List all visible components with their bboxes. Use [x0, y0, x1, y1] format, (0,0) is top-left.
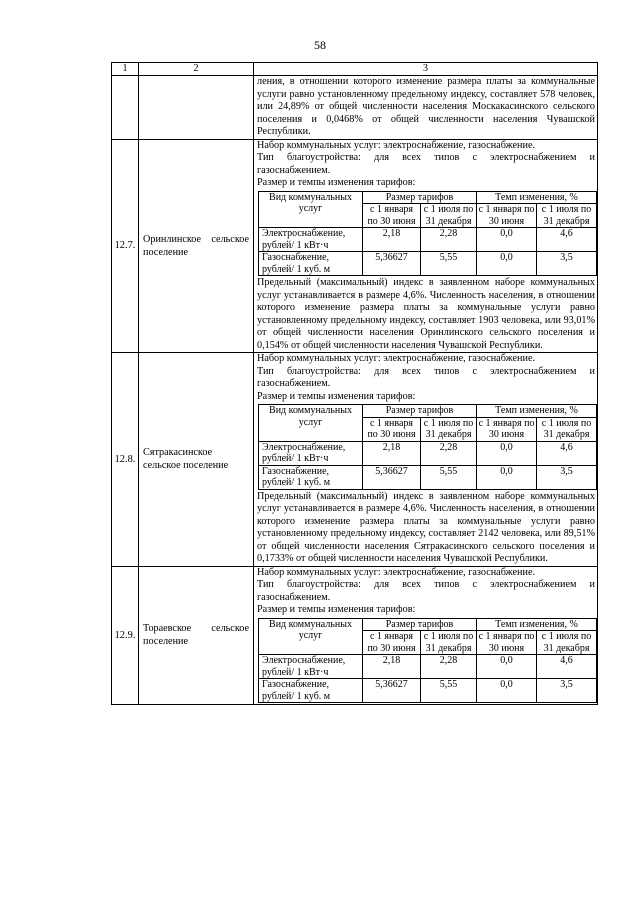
h-period-1: с 1 января по 30 июня — [363, 204, 421, 228]
header-col-3: 3 — [254, 63, 598, 76]
h-service: Вид коммунальных услуг — [259, 191, 363, 228]
tariff-value: 2,28 — [421, 441, 477, 465]
h-period-2: с 1 июля по 31 декабря — [421, 417, 477, 441]
settlement-name: Оринлинское сельское поселение — [139, 139, 254, 353]
h-period-2: с 1 июля по 31 декабря — [537, 204, 597, 228]
entry-row — [112, 566, 598, 705]
services-text: Набор коммунальных услуг: электроснабжение, газоснабжение. — [257, 566, 536, 578]
rate-value: 3,5 — [537, 465, 597, 489]
improvement-text: Тип благоустройства: для всех типов с электроснабжением и газоснабжением. — [257, 365, 595, 389]
entry-number: 12.9. — [112, 566, 139, 705]
footer-text: Предельный (максимальный) индекс в заявленном наборе коммунальных услуг устанавливается в размере 4,6%. Численность населения, в отношении которого изменение размера платы за коммунальные услуги равно установленному предельному индексу, составляет 2142 человека, или 89,51% от общей численности населения Сятракасинского сельского поселения и 0,1733% от общей численности населения Чувашской Республики. — [257, 490, 595, 564]
h-period-1: с 1 января по 30 июня — [363, 631, 421, 655]
footer-text: Предельный (максимальный) индекс в заявленном наборе коммунальных услуг устанавливается в размере 4,6%. Численность населения, в отношении которого изменение размера платы за коммунальные услуги равно установленному предельному индексу, составляет 1903 человека, или 93,01% от общей численности населения Оринлинского сельского поселения и 0,154% от общей численности населения Чувашской Республики. — [257, 277, 595, 351]
tariff-value: 2,18 — [363, 228, 421, 252]
tariff-table — [258, 618, 597, 704]
service-name: Электроснабжение, рублей/ 1 кВт·ч — [259, 228, 363, 252]
tariff-table — [258, 191, 597, 277]
rate-value: 0,0 — [477, 228, 537, 252]
rate-value: 4,6 — [537, 441, 597, 465]
h-size: Размер тарифов — [363, 191, 477, 204]
continuation-row — [112, 76, 598, 140]
h-rate: Темп изменения, % — [477, 405, 597, 418]
header-col-2: 2 — [139, 63, 254, 76]
rate-value: 0,0 — [477, 252, 537, 276]
tariff-value: 2,28 — [421, 228, 477, 252]
services-text: Набор коммунальных услуг: электроснабжение, газоснабжение. — [257, 139, 536, 151]
h-size: Размер тарифов — [363, 618, 477, 631]
h-size: Размер тарифов — [363, 405, 477, 418]
header-col-1: 1 — [112, 63, 139, 76]
tariff-value: 2,28 — [421, 655, 477, 679]
h-period-2: с 1 июля по 31 декабря — [537, 417, 597, 441]
settlement-name: Тораевское сельское поселение — [139, 566, 254, 705]
header-row — [112, 63, 598, 76]
tariff-table — [258, 404, 597, 490]
rate-value: 4,6 — [537, 655, 597, 679]
entry-number: 12.8. — [112, 353, 139, 567]
improvement-text: Тип благоустройства: для всех типов с электроснабжением и газоснабжением. — [257, 152, 595, 176]
tariff-row — [259, 441, 597, 465]
h-period-1: с 1 января по 30 июня — [477, 631, 537, 655]
service-name: Электроснабжение, рублей/ 1 кВт·ч — [259, 655, 363, 679]
h-period-2: с 1 июля по 31 декабря — [421, 631, 477, 655]
settlement-name: Сятракасинское сельское поселение — [139, 353, 254, 567]
rate-value: 0,0 — [477, 441, 537, 465]
tariff-row — [259, 655, 597, 679]
entry-row — [112, 139, 598, 353]
rate-value: 4,6 — [537, 228, 597, 252]
entry-row — [112, 353, 598, 567]
h-period-1: с 1 января по 30 июня — [363, 417, 421, 441]
tariff-row — [259, 465, 597, 489]
rate-value: 0,0 — [477, 465, 537, 489]
page-number: 58 — [314, 38, 326, 52]
tariff-value: 5,55 — [421, 252, 477, 276]
h-rate: Темп изменения, % — [477, 191, 597, 204]
rate-value: 0,0 — [477, 679, 537, 703]
h-period-2: с 1 июля по 31 декабря — [537, 631, 597, 655]
service-name: Газоснабжение, рублей/ 1 куб. м — [259, 252, 363, 276]
tariff-row — [259, 679, 597, 703]
services-text: Набор коммунальных услуг: электроснабжение, газоснабжение. — [257, 353, 536, 364]
improvement-text: Тип благоустройства: для всех типов с электроснабжением и газоснабжением. — [257, 579, 595, 603]
service-name: Газоснабжение, рублей/ 1 куб. м — [259, 679, 363, 703]
tariff-row — [259, 252, 597, 276]
settlements-table — [111, 62, 598, 705]
continuation-text: ления, в отношении которого изменение размера платы за коммунальные услуги равно установленному предельному индексу, составляет 578 человек, или 24,89% от общей численности населения Москакасинского сельского поселения и 0,0468% от общей численности населения Чувашской Республики. — [257, 76, 595, 137]
h-service: Вид коммунальных услуг — [259, 618, 363, 655]
tariff-value: 2,18 — [363, 441, 421, 465]
h-rate: Темп изменения, % — [477, 618, 597, 631]
tariff-heading: Размер и темпы изменения тарифов: — [257, 390, 416, 402]
tariff-value: 5,36627 — [363, 465, 421, 489]
rate-value: 3,5 — [537, 679, 597, 703]
h-period-1: с 1 января по 30 июня — [477, 417, 537, 441]
tariff-value: 5,55 — [421, 679, 477, 703]
tariff-row — [259, 228, 597, 252]
rate-value: 0,0 — [477, 655, 537, 679]
h-period-1: с 1 января по 30 июня — [477, 204, 537, 228]
tariff-value: 5,36627 — [363, 252, 421, 276]
tariff-value: 2,18 — [363, 655, 421, 679]
entry-number: 12.7. — [112, 139, 139, 353]
service-name: Газоснабжение, рублей/ 1 куб. м — [259, 465, 363, 489]
h-period-2: с 1 июля по 31 декабря — [421, 204, 477, 228]
tariff-heading: Размер и темпы изменения тарифов: — [257, 604, 416, 615]
h-service: Вид коммунальных услуг — [259, 405, 363, 442]
tariff-value: 5,55 — [421, 465, 477, 489]
rate-value: 3,5 — [537, 252, 597, 276]
tariff-heading: Размер и темпы изменения тарифов: — [257, 177, 416, 188]
tariff-value: 5,36627 — [363, 679, 421, 703]
service-name: Электроснабжение, рублей/ 1 кВт·ч — [259, 441, 363, 465]
